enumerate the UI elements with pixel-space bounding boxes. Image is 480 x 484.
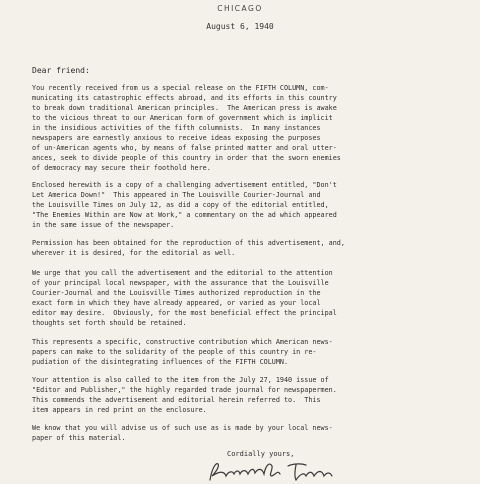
paragraph-advise-use: We know that you will advise us of such use as is made by your local news- paper of this material.	[32, 424, 333, 442]
salutation: Dear friend:	[32, 66, 90, 75]
letterhead-city: CHICAGO	[217, 4, 263, 13]
paragraph-contribution: This represents a specific, constructive contribution which American news- papers can make to the solidarity of the people of this country in re- pudiation of the disintegrating influences of the FIFTH COLUMN.	[32, 338, 333, 366]
closing: Cordially yours,	[227, 450, 295, 458]
paragraph-editor-and-publisher: Your attention is also called to the item from the July 27, 1940 issue of "Editor and Publisher," the highly regarded trade journal for newspapermen. This commends the advertisement and editorial herein referred to. This item appears in red print on the enclosure.	[32, 376, 337, 414]
paragraph-fifth-column-release: You recently received from us a special release on the FIFTH COLUMN, com- municating its catastrophic effects abroad, and its efforts in this country to break down traditional American principles. The American press is awake to the vicious threat to our American form of government which is implicit in the insidious activities of the fifth columnists. In many instances newspapers are earnestly anxious to receive ideas exposing the purposes of un-American agents who, by means of false printed matter and oral utter- ances, seek to divide people of this country in order that the sworn enemies of democracy may secure their foothold here.	[32, 84, 341, 172]
paragraph-permission: Permission has been obtained for the reproduction of this advertisement, and, wherever it is desired, for the editorial as well.	[32, 239, 345, 257]
handwritten-signature	[206, 458, 356, 484]
paragraph-urge-newspaper: We urge that you call the advertisement and the editorial to the attention of your principal local newspaper, with the assurance that the Louisville Courier-Journal and the Louisville Times authorized reproduction in the exact form in which they have already appeared, or varied as your local editor may desire. Obviously, for the most beneficial effect the principal thoughts set forth should be retained.	[32, 269, 337, 327]
paragraph-enclosed-advertisement: Enclosed herewith is a copy of a challenging advertisement entitled, "Don't Let America Down!" This appeared in The Louisville Courier-Journal and the Louisville Times on July 12, as did a copy of the editorial entitled, "The Enemies Within are Now at Work," a commentary on the ad which appeared in the same issue of the newspaper.	[32, 181, 337, 229]
letter-date: August 6, 1940	[206, 22, 274, 31]
